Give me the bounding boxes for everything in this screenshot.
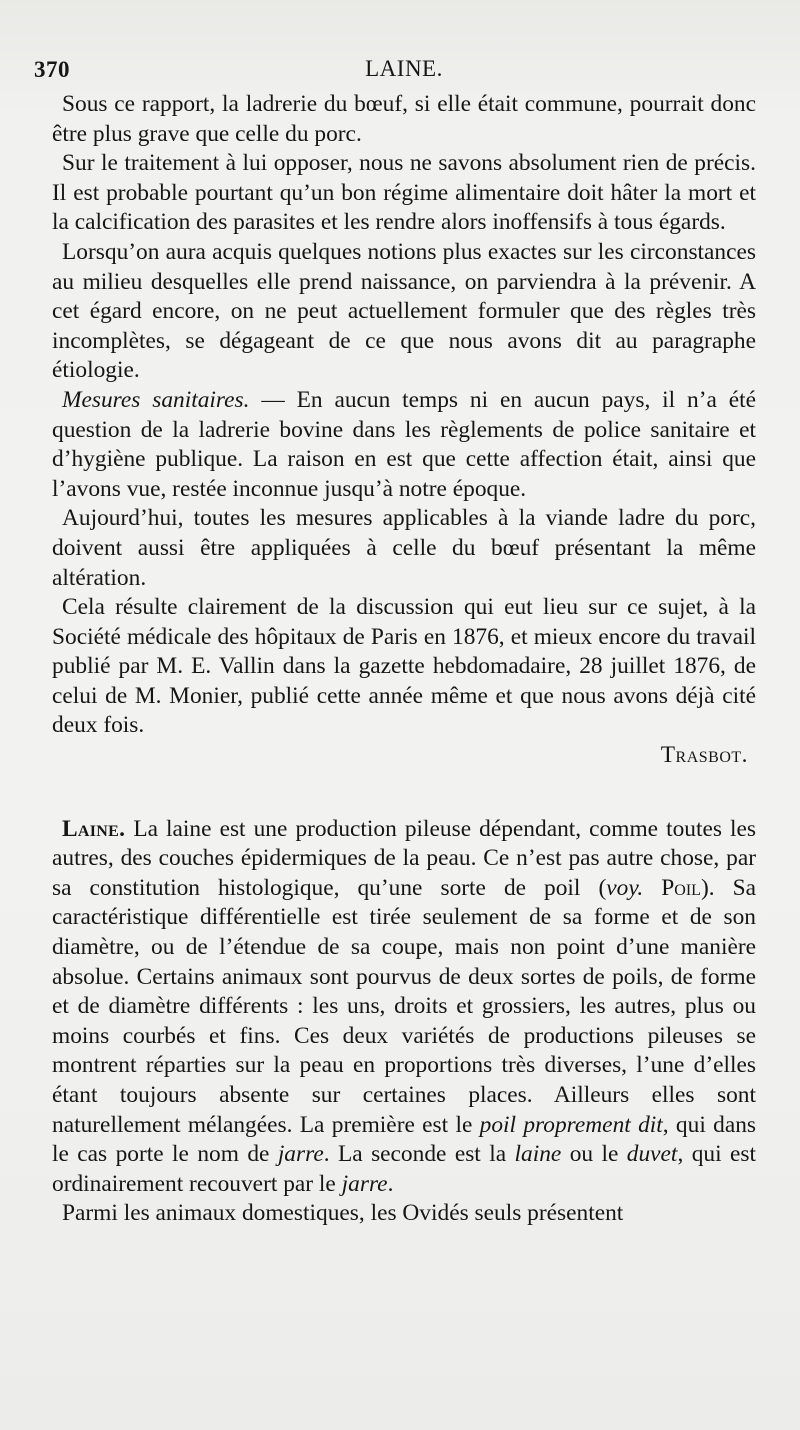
section-label: Mesures sanitaires. [62, 386, 250, 413]
entry-paragraph [52, 815, 756, 1200]
text-run: ). Sa caractéristique différentielle est tirée seulement de sa forme et de son diamètre, ou de l’étendue de sa coupe, mais non point d’une manière absolue. Certains animaux sont pourvus de deux sortes de poils, de forme et de diamètre différents : les uns, droits et grossiers, les autres, plus ou moins courbés et fins. Ces deux variétés de productions pileuses se montrent réparties sur la peau en proportions très diverses, l’une d’elles étant toujours absente sur certaines places. Ailleurs elles sont naturellement mélangées. La première est le [52, 874, 756, 1138]
text-run: ou le [561, 1141, 627, 1168]
entry-headword: Laine. [62, 815, 126, 842]
running-head: LAINE. [365, 56, 443, 81]
text-run: . [387, 1170, 394, 1197]
paragraph [52, 386, 756, 504]
paragraph: Cela résulte clairement de la discussion qui eut lieu sur ce sujet, à la Société médicale des hôpitaux de Paris en 1876, et mieux encore du travail publié par M. E. Vallin dans la gazette hebdomadaire, 28 juillet 1876, de celui de M. Monier, publié cette année même et que nous avons déjà cité deux fois. [52, 594, 756, 739]
entry-paragraph: Parmi les animaux domestiques, les Ovidés seuls présentent [62, 1200, 624, 1227]
paragraph: Sous ce rapport, la ladrerie du bœuf, si elle était commune, pourrait donc être plus grave que celle du porc. [52, 91, 756, 147]
text-run: , qui dans le cas porte le nom de [52, 1111, 756, 1168]
author-signature: Trasbot. [660, 742, 748, 769]
text-run-italic: poil proprement dit [479, 1111, 663, 1138]
text-run-italic: jarre [341, 1170, 388, 1197]
text-run-italic: voy. [606, 874, 644, 901]
text-run: . La seconde est la [323, 1141, 515, 1168]
paragraph: Lorsqu’on aura acquis quelques notions plus exactes sur les circonstances au milieu desquelles elle prend naissance, on parviendra à la prévenir. A cet égard encore, on ne peut actuellement formuler que des règles très incomplètes, se dégageant de ce que nous avons dit au paragraphe étiologie. [52, 238, 756, 384]
paragraph-text: — En aucun temps ni en aucun pays, il n’a été question de la ladrerie bovine dans les règlements de police sanitaire et d’hygiène publique. La raison en est que cette affection était, ainsi que l’avons vue, restée inconnue jusqu’à notre époque. [52, 386, 757, 502]
text-run-italic: laine [514, 1141, 562, 1168]
cross-reference: Poil [643, 874, 701, 901]
page-header [34, 50, 756, 86]
page-number: 370 [34, 57, 70, 82]
paragraph: Aujourd’hui, toutes les mesures applicables à la viande ladre du porc, doivent aussi être appliquées à celle du bœuf présentant la même altération. [52, 505, 756, 591]
text-run: La laine est une production pileuse dépendant, comme toutes les autres, des couches épidermiques de la peau. Ce n’est pas autre chose, par sa constitution histologique, qu’une sorte de poil ( [52, 815, 756, 901]
text-run: , qui est ordinairement recouvert par le [52, 1141, 756, 1197]
text-run-italic: duvet [626, 1141, 678, 1168]
text-run-italic: jarre [277, 1141, 324, 1168]
paragraph: Sur le traitement à lui opposer, nous ne savons absolument rien de précis. Il est probable pourtant qu’un bon régime alimentaire doit hâter la mort et la calcification des parasites et les rendre alors inoffensifs à tous égards. [52, 150, 756, 236]
